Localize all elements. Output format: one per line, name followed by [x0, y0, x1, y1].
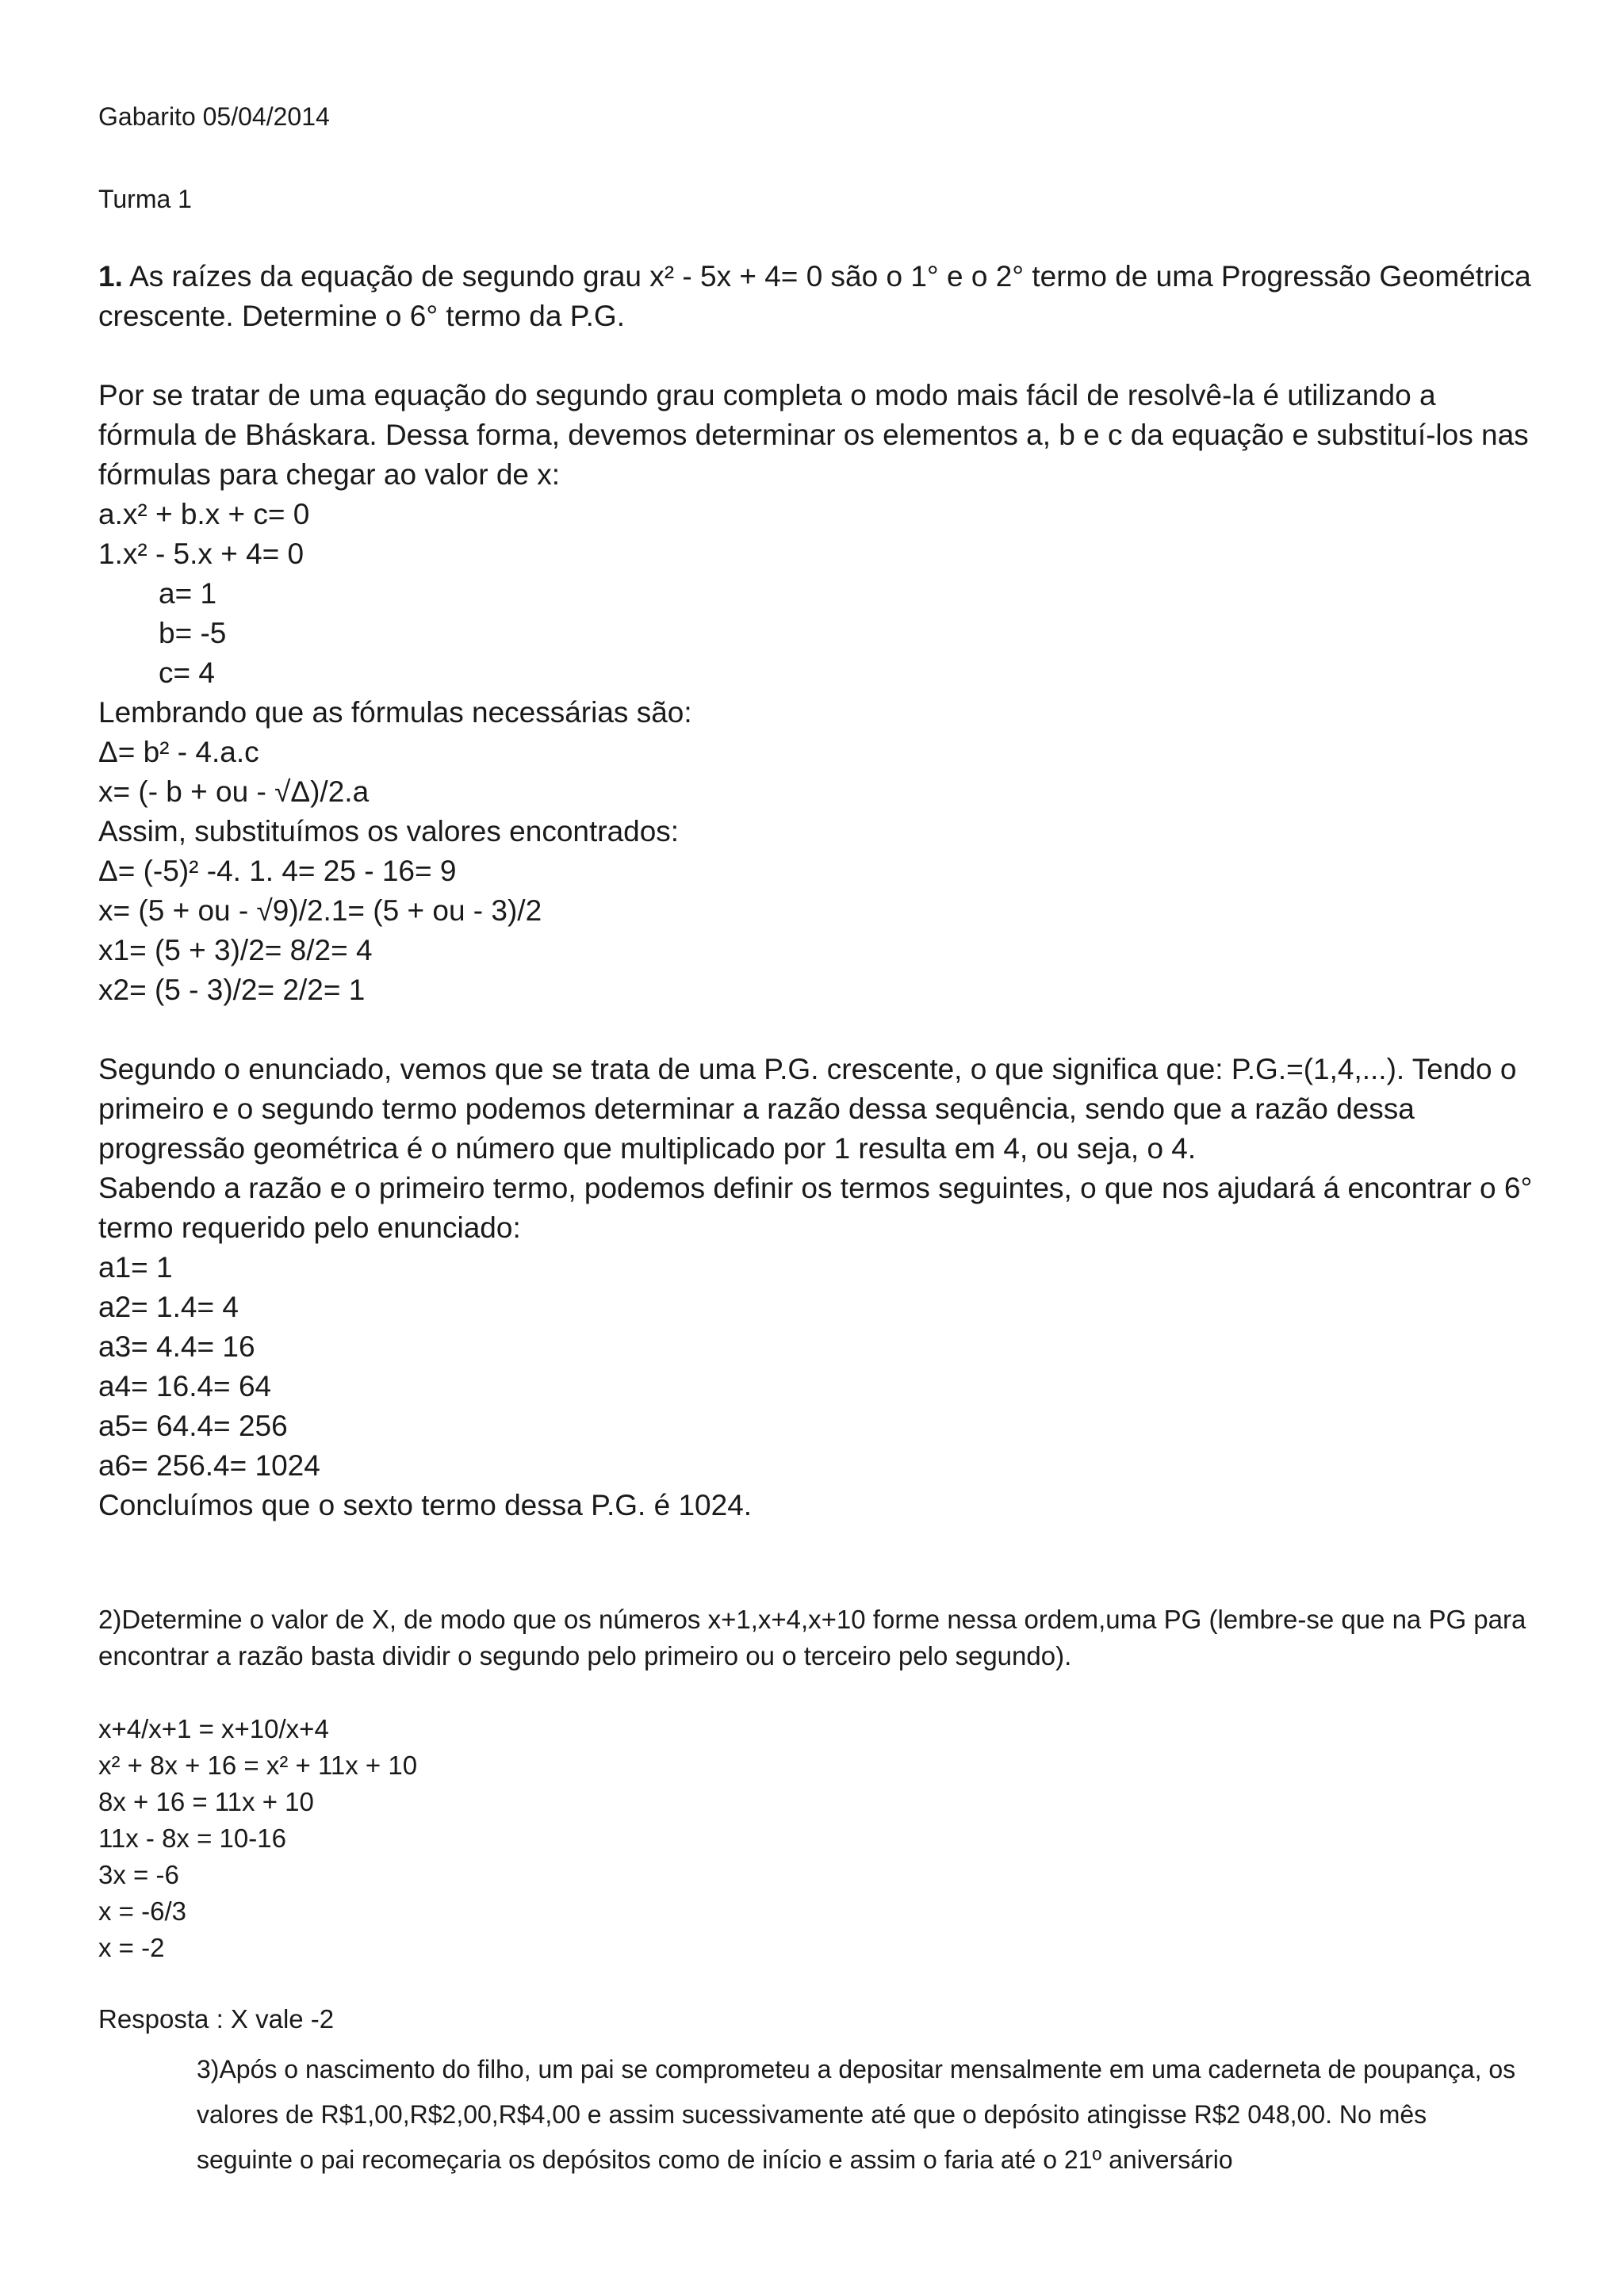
q1-term: a1= 1: [98, 1251, 173, 1284]
q1-term: a3= 4.4= 16: [98, 1330, 255, 1363]
q1-delta-calc: Δ= (-5)² -4. 1. 4= 25 - 16= 9: [98, 855, 457, 887]
q2-step: 8x + 16 = 11x + 10: [98, 1787, 314, 1816]
q2-statement: 2)Determine o valor de X, de modo que os números x+1,x+4,x+10 forme nessa ordem,uma PG (lembre-se que na PG para encontrar a razão basta dividir o segundo pelo primeiro ou o terceiro pelo segundo).: [98, 1605, 1534, 1670]
q1-coef-a: a= 1: [159, 577, 217, 610]
document-page: [98, 95, 1542, 2038]
q1-delta-formula: Δ= b² - 4.a.c: [98, 736, 259, 768]
q2-steps: [98, 1711, 1542, 1966]
q1-coef-c: c= 4: [159, 656, 215, 689]
q1-conclusion: Concluímos que o sexto termo dessa P.G. é 1024.: [98, 1489, 753, 1521]
q1-number: 1.: [98, 260, 123, 293]
q1-intro: Por se tratar de uma equação do segundo grau completa o modo mais fácil de resolvê-la é utilizando a fórmula de Bháskara. Dessa forma, devemos determinar os elementos a, b e c da equação e substituí-los nas fórmulas para chegar ao valor de x:: [98, 379, 1537, 491]
q1-subst-intro: Assim, substituímos os valores encontrados:: [98, 815, 680, 848]
q2-step: x² + 8x + 16 = x² + 11x + 10: [98, 1751, 418, 1780]
q1-eq-specific: 1.x² - 5.x + 4= 0: [98, 538, 304, 570]
q1-term: a2= 1.4= 4: [98, 1291, 239, 1323]
q1-term: a5= 64.4= 256: [98, 1410, 288, 1442]
q2-step: x = -6/3: [98, 1896, 186, 1926]
q2-step: x+4/x+1 = x+10/x+4: [98, 1714, 329, 1743]
q2-step: x = -2: [98, 1933, 165, 1962]
q1-x2: x2= (5 - 3)/2= 2/2= 1: [98, 974, 366, 1006]
q3-statement: 3)Após o nascimento do filho, um pai se comprometeu a depositar mensalmente em uma caderneta de poupança, os valores de R$1,00,R$2,00,R$4,00 e assim sucessivamente até que o depósito atingisse R$2 048,00. No mês seguinte o pai recomeçaria os depósitos como de início e assim o faria até o 21º aniversário: [197, 2055, 1523, 2174]
q1-term: a6= 256.4= 1024: [98, 1449, 320, 1482]
q1-x-formula: x= (- b + ou - √Δ)/2.a: [98, 775, 370, 808]
q1-statement: [98, 257, 1542, 336]
q1-statement-text: As raízes da equação de segundo grau x² - 5x + 4= 0 são o 1° e o 2° termo de uma Progressão Geométrica crescente. Determine o 6° termo da P.G.: [98, 260, 1539, 332]
q1-term: a4= 16.4= 64: [98, 1370, 272, 1402]
q1-pg-paragraph: Segundo o enunciado, vemos que se trata de uma P.G. crescente, o que significa que: P.G.=(1,4,...). Tendo o primeiro e o segundo termo podemos determinar a razão dessa sequência, sendo que a razão dessa progressão geométrica é o número que multiplicado por 1 resulta em 4, ou seja, o 4.: [98, 1053, 1525, 1165]
q1-x1: x1= (5 + 3)/2= 8/2= 4: [98, 934, 373, 966]
turma-label: Turma 1: [98, 185, 192, 213]
q1-terms-paragraph: Sabendo a razão e o primeiro termo, podemos definir os termos seguintes, o que nos ajudará á encontrar o 6° termo requerido pelo enunciado:: [98, 1172, 1541, 1244]
q2-step: 3x = -6: [98, 1860, 179, 1889]
q1-coef-b: b= -5: [159, 617, 227, 649]
q1-formulas-intro: Lembrando que as fórmulas necessárias são:: [98, 696, 692, 729]
q1-x-calc: x= (5 + ou - √9)/2.1= (5 + ou - 3)/2: [98, 894, 542, 927]
q2-step: 11x - 8x = 10-16: [98, 1823, 286, 1853]
gabarito-date: Gabarito 05/04/2014: [98, 102, 330, 131]
q2-answer: Resposta : X vale -2: [98, 2004, 335, 2034]
q1-eq-general: a.x² + b.x + c= 0: [98, 498, 310, 530]
